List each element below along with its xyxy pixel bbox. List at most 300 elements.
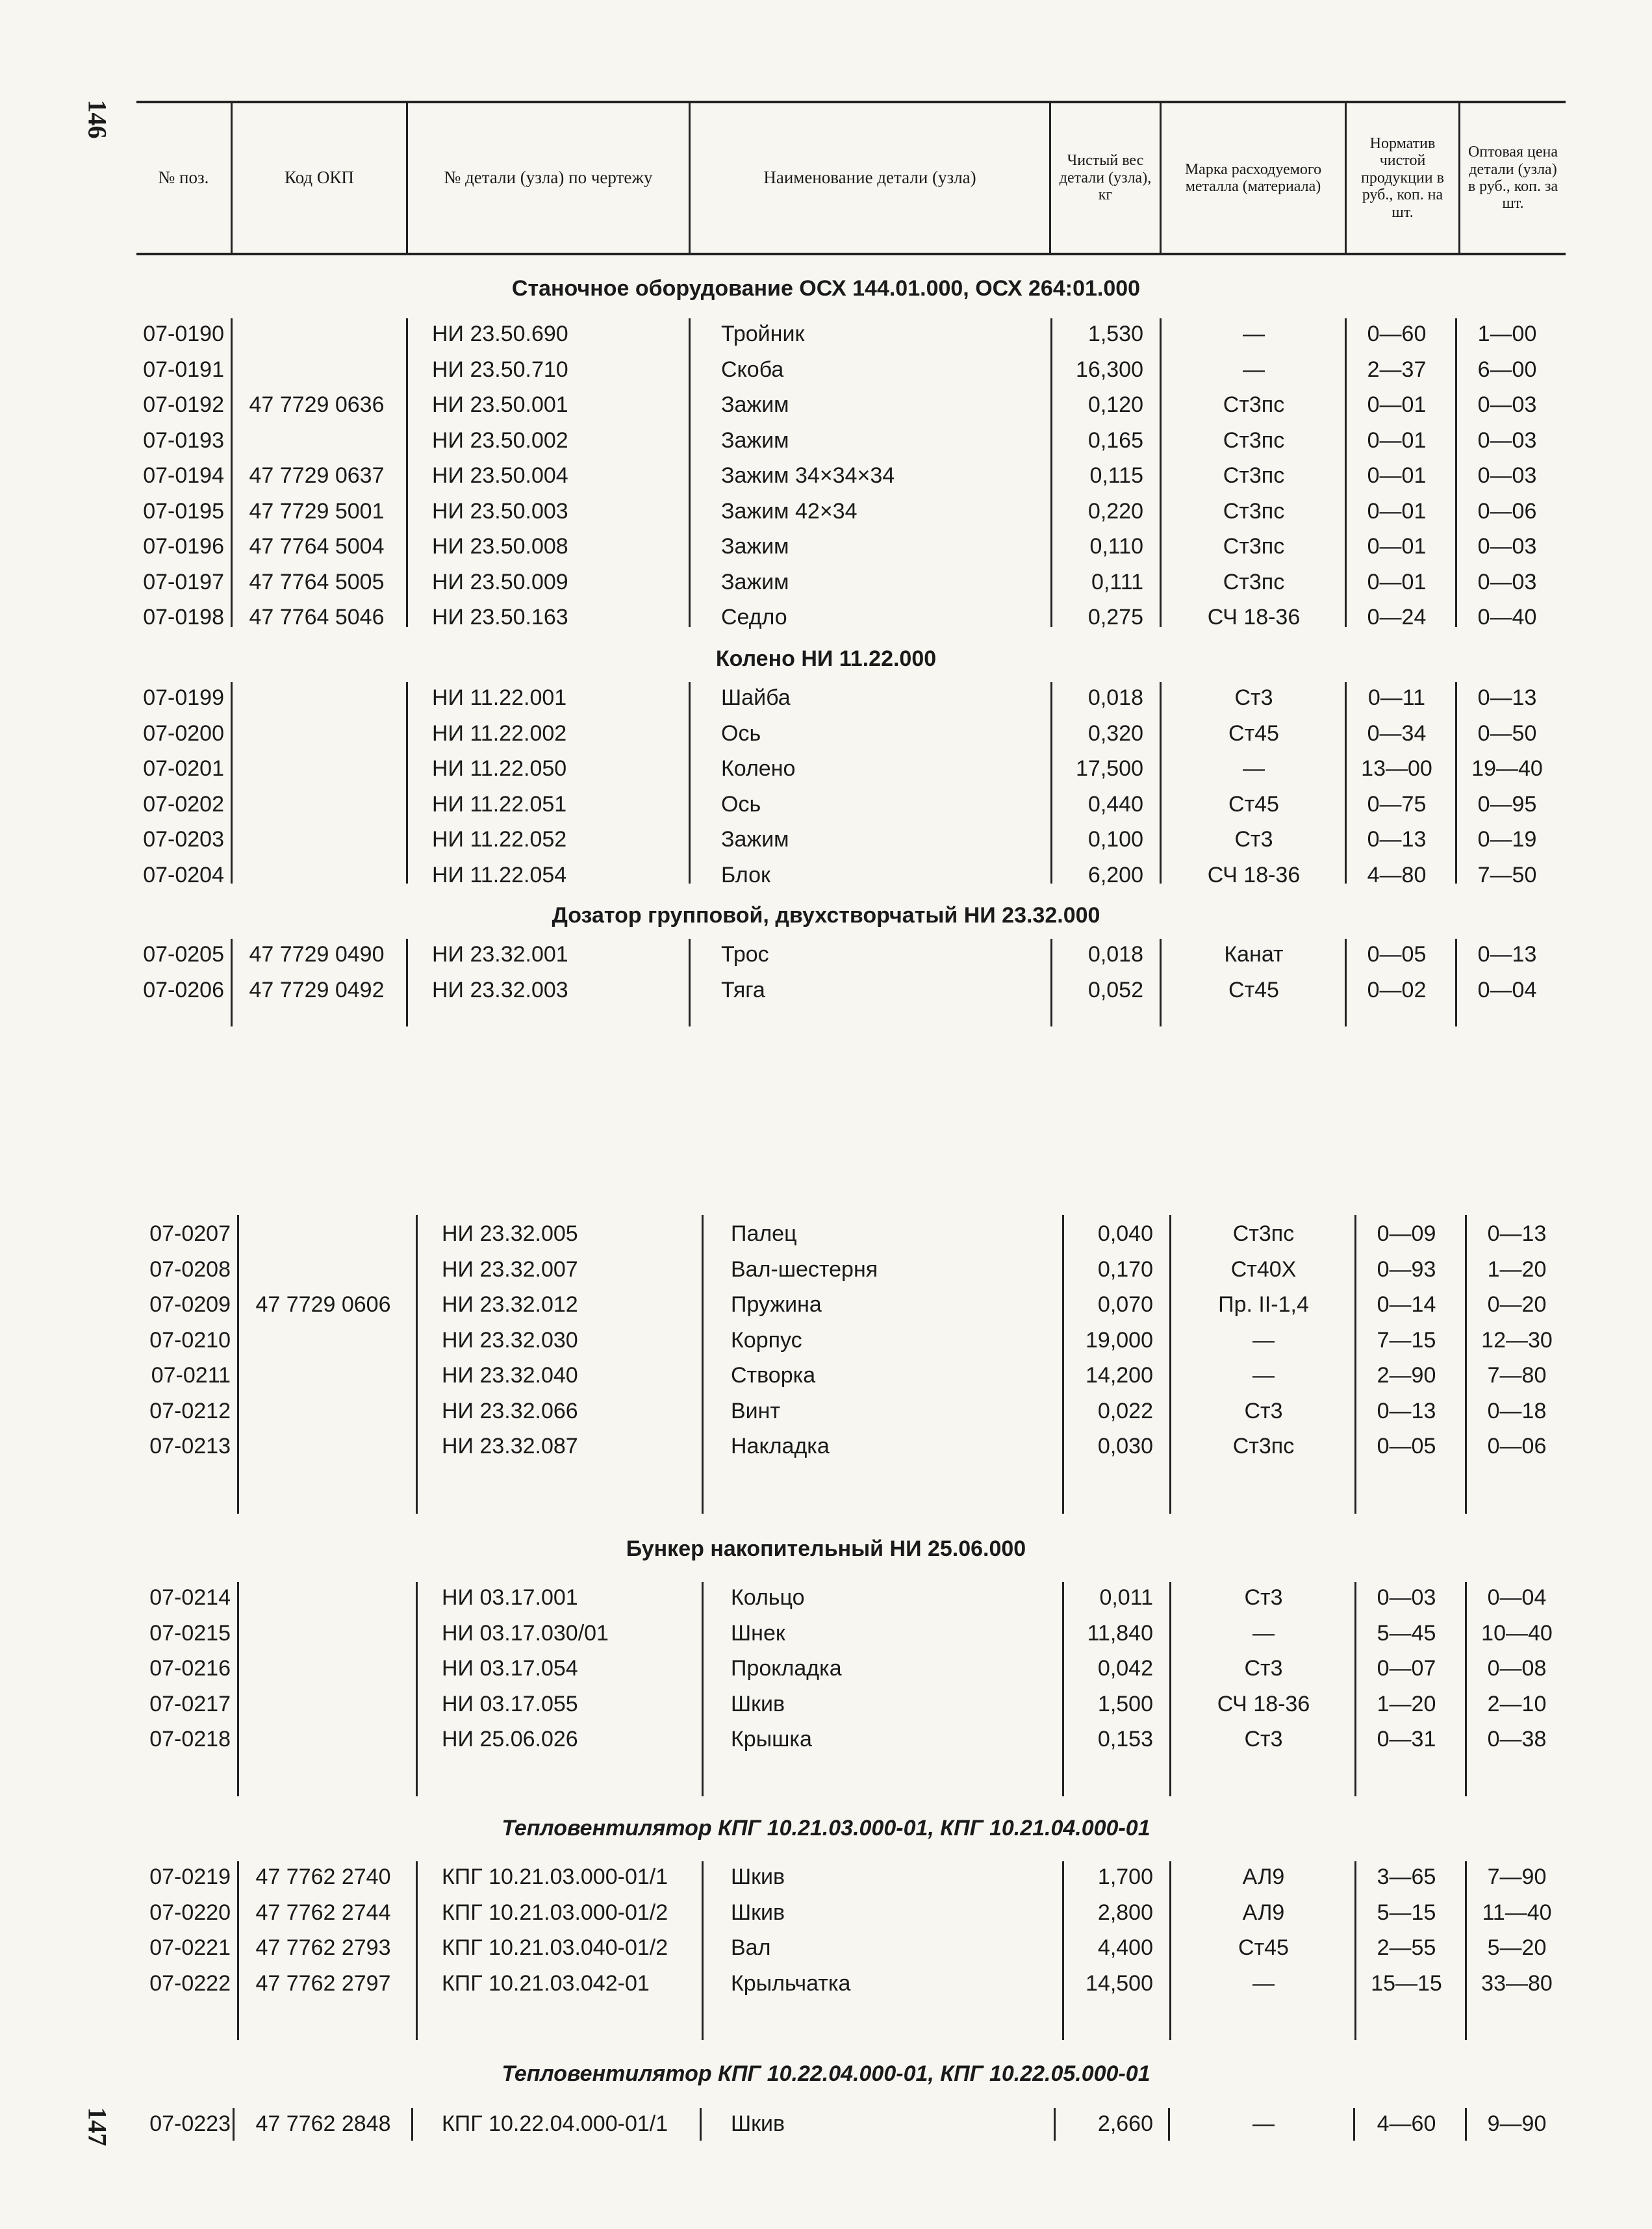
cell-material: Ст3 — [1234, 685, 1273, 710]
cell-material: СЧ 18-36 — [1207, 862, 1301, 887]
cell-pos: 07-0220 — [149, 1900, 231, 1925]
section-title: Тепловентилятор КПГ 10.22.04.000-01, КПГ 10.22.05.000-01 — [502, 2061, 1150, 2086]
cell-norm: 0—01 — [1367, 534, 1427, 559]
cell-price: 10—40 — [1481, 1620, 1553, 1646]
section-title: Колено НИ 11.22.000 — [715, 646, 937, 671]
cell-material: Ст3 — [1244, 1656, 1283, 1681]
cell-norm: 5—15 — [1377, 1900, 1436, 1925]
cell-weight: 0,111 — [1091, 569, 1143, 594]
cell-pos: 07-0197 — [143, 569, 224, 594]
table-row — [0, 499, 1652, 534]
cell-name: Прокладка — [731, 1656, 842, 1681]
cell-part: НИ 23.32.005 — [442, 1221, 578, 1246]
cell-material: Ст3пс — [1223, 427, 1285, 453]
cell-part: НИ 03.17.001 — [442, 1585, 578, 1610]
cell-price: 0—18 — [1487, 1398, 1547, 1423]
cell-norm: 13—00 — [1361, 756, 1432, 781]
cell-name: Зажим — [721, 534, 789, 559]
cell-part: НИ 23.32.066 — [442, 1398, 578, 1423]
cell-norm: 1—20 — [1377, 1691, 1436, 1716]
cell-price: 0—03 — [1477, 569, 1537, 594]
header-pos: № поз. — [158, 168, 209, 188]
section-title: Тепловентилятор КПГ 10.21.03.000-01, КПГ 10.21.04.000-01 — [502, 1816, 1150, 1841]
cell-price: 7—80 — [1487, 1363, 1547, 1388]
cell-norm: 0—09 — [1377, 1221, 1436, 1246]
table-row — [0, 605, 1652, 640]
cell-norm: 0—31 — [1377, 1727, 1436, 1751]
table-row — [0, 863, 1652, 898]
cell-price: 0—04 — [1477, 977, 1537, 1002]
cell-name: Трос — [721, 942, 769, 967]
cell-norm: 15—15 — [1371, 1970, 1442, 1996]
cell-weight: 14,500 — [1086, 1970, 1153, 1996]
cell-pos: 07-0217 — [149, 1691, 231, 1716]
cell-material: СЧ 18-36 — [1217, 1691, 1310, 1716]
cell-part: НИ 23.50.002 — [432, 427, 568, 453]
cell-norm: 2—55 — [1377, 1935, 1436, 1960]
cell-price: 0—13 — [1487, 1221, 1547, 1246]
cell-pos: 07-0207 — [149, 1221, 231, 1246]
cell-part: НИ 23.32.001 — [432, 942, 568, 967]
cell-price: 19—40 — [1471, 756, 1543, 781]
cell-okp: 47 7762 2797 — [255, 1970, 391, 1996]
cell-norm: 0—01 — [1367, 498, 1427, 524]
cell-okp: 47 7764 5005 — [249, 569, 385, 594]
cell-name: Шайба — [721, 685, 791, 710]
cell-name: Шкив — [731, 1900, 785, 1925]
table-row — [0, 1935, 1652, 1970]
cell-norm: 4—60 — [1377, 2111, 1436, 2136]
cell-norm: 0—60 — [1367, 322, 1427, 346]
cell-price: 0—13 — [1477, 942, 1537, 967]
cell-weight: 0,030 — [1097, 1434, 1153, 1458]
cell-weight: 11,840 — [1087, 1620, 1153, 1646]
table-row — [0, 1363, 1652, 1398]
cell-norm: 0—11 — [1367, 685, 1426, 710]
cell-pos: 07-0195 — [143, 498, 224, 524]
cell-material: Ст40Х — [1230, 1256, 1297, 1282]
cell-name: Колено — [721, 756, 796, 781]
cell-name: Шнек — [731, 1620, 785, 1646]
cell-part: НИ 03.17.054 — [442, 1656, 578, 1681]
cell-material: — — [1252, 1363, 1275, 1388]
cell-price: 0—06 — [1477, 498, 1537, 524]
cell-price: 7—90 — [1487, 1865, 1547, 1889]
table-row — [0, 1971, 1652, 2006]
cell-price: 7—50 — [1477, 862, 1537, 887]
cell-weight: 0,120 — [1087, 392, 1143, 417]
cell-pos: 07-0213 — [149, 1434, 231, 1458]
cell-weight: 0,153 — [1097, 1727, 1153, 1751]
cell-part: НИ 23.50.003 — [432, 498, 568, 524]
cell-name: Винт — [731, 1398, 781, 1423]
header-weight: Чистый вес детали (узла), кг — [1049, 103, 1160, 253]
table-row — [0, 756, 1652, 791]
table-row — [0, 1399, 1652, 1434]
cell-price: 0—50 — [1477, 720, 1537, 746]
header-name: Наименование детали (узла) — [689, 103, 1049, 253]
header-price: Оптовая цена детали (узла) в руб., коп. за шт. — [1458, 103, 1566, 253]
cell-material: Ст45 — [1228, 720, 1279, 746]
table-row — [0, 978, 1652, 1013]
cell-name: Зажим — [721, 427, 789, 453]
cell-norm: 0—03 — [1377, 1585, 1436, 1610]
cell-part: НИ 23.50.009 — [432, 569, 568, 594]
cell-material: АЛ9 — [1242, 1865, 1285, 1889]
cell-okp: 47 7729 0606 — [255, 1292, 391, 1317]
cell-norm: 0—93 — [1377, 1256, 1436, 1282]
header-part-no: № детали (узла) по чертежу — [406, 103, 689, 253]
table-row — [0, 463, 1652, 498]
table-row — [0, 1621, 1652, 1656]
cell-part: КПГ 10.21.03.040-01/2 — [442, 1935, 668, 1960]
cell-name: Блок — [721, 862, 770, 887]
cell-material: — — [1252, 1327, 1275, 1353]
cell-norm: 0—01 — [1367, 569, 1427, 594]
cell-part: НИ 11.22.054 — [432, 862, 567, 887]
table-row — [0, 827, 1652, 862]
cell-pos: 07-0222 — [149, 1970, 231, 1996]
cell-part: НИ 23.32.030 — [442, 1327, 578, 1353]
cell-okp: 47 7762 2740 — [255, 1865, 391, 1889]
cell-name: Крышка — [731, 1727, 812, 1751]
cell-name: Зажим 34×34×34 — [721, 463, 895, 488]
cell-weight: 0,110 — [1089, 534, 1143, 559]
cell-weight: 2,800 — [1097, 1900, 1153, 1925]
cell-part: НИ 03.17.030/01 — [442, 1620, 609, 1646]
table-row — [0, 357, 1652, 392]
cell-pos: 07-0193 — [143, 427, 224, 453]
cell-material: Ст3пс — [1223, 392, 1285, 417]
cell-material: АЛ9 — [1242, 1900, 1285, 1925]
cell-weight: 1,700 — [1097, 1865, 1153, 1889]
cell-price: 0—03 — [1477, 534, 1537, 559]
table-row — [0, 721, 1652, 756]
cell-pos: 07-0204 — [143, 862, 224, 887]
cell-name: Вал-шестерня — [731, 1256, 878, 1282]
cell-part: КПГ 10.21.03.000-01/2 — [442, 1900, 668, 1925]
cell-part: НИ 11.22.051 — [432, 791, 567, 817]
cell-price: 9—90 — [1487, 2111, 1547, 2136]
cell-weight: 2,660 — [1097, 2111, 1153, 2136]
header-norm: Норматив чистой продукции в руб., коп. на шт. — [1345, 103, 1458, 253]
cell-okp: 47 7762 2793 — [255, 1935, 391, 1960]
cell-price: 0—03 — [1477, 427, 1537, 453]
cell-name: Вал — [731, 1935, 771, 1960]
cell-weight: 4,400 — [1097, 1935, 1153, 1960]
cell-weight: 0,040 — [1097, 1221, 1153, 1246]
cell-weight: 0,018 — [1087, 942, 1143, 967]
cell-material: СЧ 18-36 — [1207, 605, 1301, 630]
cell-weight: 0,052 — [1087, 977, 1143, 1002]
cell-material: Ст3пс — [1223, 498, 1285, 524]
cell-material: — — [1252, 1620, 1275, 1646]
cell-pos: 07-0215 — [149, 1620, 231, 1646]
cell-part: НИ 23.32.003 — [432, 977, 568, 1002]
cell-pos: 07-0199 — [143, 685, 224, 710]
table-row — [0, 534, 1652, 569]
cell-name: Накладка — [731, 1434, 830, 1458]
cell-okp: 47 7729 0492 — [249, 977, 385, 1002]
cell-name: Палец — [731, 1221, 797, 1246]
cell-part: НИ 23.32.007 — [442, 1256, 578, 1282]
cell-price: 1—20 — [1487, 1256, 1547, 1282]
cell-okp: 47 7729 0490 — [249, 942, 385, 967]
cell-norm: 0—75 — [1367, 791, 1427, 817]
cell-pos: 07-0216 — [149, 1656, 231, 1681]
cell-pos: 07-0200 — [143, 720, 224, 746]
cell-name: Шкив — [731, 2111, 785, 2136]
cell-part: НИ 23.50.163 — [432, 605, 568, 630]
cell-part: НИ 23.32.012 — [442, 1292, 578, 1317]
cell-price: 0—95 — [1477, 791, 1537, 817]
cell-price: 0—08 — [1487, 1656, 1547, 1681]
cell-pos: 07-0206 — [143, 977, 224, 1002]
cell-price: 0—19 — [1477, 827, 1537, 852]
cell-norm: 0—24 — [1367, 605, 1427, 630]
cell-price: 33—80 — [1481, 1970, 1553, 1996]
cell-price: 0—40 — [1477, 605, 1537, 630]
cell-norm: 0—02 — [1367, 977, 1427, 1002]
cell-okp: 47 7764 5046 — [249, 605, 385, 630]
cell-weight: 0,042 — [1097, 1656, 1153, 1681]
table-row — [0, 1328, 1652, 1363]
table-row — [0, 428, 1652, 463]
cell-pos: 07-0203 — [143, 827, 224, 852]
cell-material: Ст3пс — [1223, 463, 1285, 488]
cell-price: 0—03 — [1477, 392, 1537, 417]
cell-weight: 19,000 — [1086, 1327, 1153, 1353]
cell-part: НИ 23.50.008 — [432, 534, 568, 559]
cell-pos: 07-0223 — [149, 2111, 231, 2136]
cell-weight: 0,165 — [1087, 427, 1143, 453]
cell-name: Крыльчатка — [731, 1970, 851, 1996]
page-number-bottom: 147 — [83, 2107, 112, 2146]
cell-weight: 1,530 — [1087, 322, 1143, 346]
table-row — [0, 1257, 1652, 1292]
cell-weight: 14,200 — [1086, 1363, 1153, 1388]
cell-part: НИ 23.50.001 — [432, 392, 568, 417]
cell-price: 11—40 — [1482, 1900, 1552, 1925]
cell-part: НИ 11.22.050 — [432, 756, 567, 781]
cell-price: 12—30 — [1481, 1327, 1553, 1353]
cell-norm: 0—07 — [1377, 1656, 1436, 1681]
cell-norm: 0—13 — [1367, 827, 1427, 852]
cell-norm: 0—01 — [1367, 463, 1427, 488]
cell-material: — — [1243, 322, 1265, 346]
cell-material: Ст3пс — [1232, 1221, 1295, 1246]
cell-okp: 47 7729 0637 — [249, 463, 385, 488]
cell-part: КПГ 10.21.03.000-01/1 — [442, 1865, 668, 1889]
cell-weight: 6,200 — [1087, 862, 1143, 887]
cell-name: Корпус — [731, 1327, 802, 1353]
table-row — [0, 322, 1652, 357]
table-row — [0, 792, 1652, 827]
cell-name: Ось — [721, 791, 761, 817]
cell-material: Ст3 — [1244, 1585, 1283, 1610]
cell-price: 1—00 — [1477, 322, 1537, 346]
cell-pos: 07-0190 — [143, 322, 224, 346]
cell-pos: 07-0219 — [149, 1865, 231, 1889]
cell-pos: 07-0202 — [143, 791, 224, 817]
cell-weight: 0,220 — [1087, 498, 1143, 524]
cell-name: Тройник — [721, 322, 805, 346]
cell-name: Скоба — [721, 357, 784, 382]
cell-pos: 07-0211 — [151, 1363, 231, 1388]
cell-part: КПГ 10.21.03.042-01 — [442, 1970, 650, 1996]
cell-price: 0—04 — [1487, 1585, 1547, 1610]
cell-pos: 07-0198 — [143, 605, 224, 630]
cell-material: Ст3пс — [1223, 569, 1285, 594]
cell-norm: 4—80 — [1367, 862, 1427, 887]
cell-name: Зажим 42×34 — [721, 498, 858, 524]
cell-norm: 2—37 — [1367, 357, 1427, 382]
cell-material: Ст3 — [1234, 827, 1273, 852]
cell-name: Зажим — [721, 392, 789, 417]
cell-weight: 0,022 — [1097, 1398, 1153, 1423]
cell-norm: 2—90 — [1377, 1363, 1436, 1388]
cell-norm: 0—01 — [1367, 392, 1427, 417]
section-title: Станочное оборудование ОСХ 144.01.000, ОСХ 264:01.000 — [511, 276, 1141, 301]
table-row — [0, 685, 1652, 720]
cell-part: НИ 11.22.052 — [432, 827, 567, 852]
cell-pos: 07-0209 — [149, 1292, 231, 1317]
cell-price: 5—20 — [1487, 1935, 1547, 1960]
cell-pos: 07-0218 — [149, 1727, 231, 1751]
cell-pos: 07-0194 — [143, 463, 224, 488]
cell-price: 0—20 — [1487, 1292, 1547, 1317]
cell-norm: 0—05 — [1367, 942, 1427, 967]
cell-name: Седло — [721, 605, 787, 630]
cell-part: НИ 03.17.055 — [442, 1691, 578, 1716]
cell-weight: 17,500 — [1076, 756, 1143, 781]
cell-norm: 0—13 — [1377, 1398, 1436, 1423]
cell-pos: 07-0208 — [149, 1256, 231, 1282]
cell-part: НИ 11.22.002 — [432, 720, 567, 746]
cell-material: — — [1243, 756, 1265, 781]
cell-weight: 0,018 — [1087, 685, 1143, 710]
cell-material: Ст45 — [1228, 791, 1279, 817]
cell-material: Ст3 — [1244, 1398, 1283, 1423]
cell-okp: 47 7764 5004 — [249, 534, 385, 559]
cell-pos: 07-0196 — [143, 534, 224, 559]
cell-pos: 07-0201 — [143, 756, 224, 781]
cell-name: Пружина — [731, 1292, 822, 1317]
cell-weight: 0,115 — [1089, 463, 1143, 488]
table-row — [0, 1656, 1652, 1691]
cell-pos: 07-0205 — [143, 942, 224, 967]
cell-name: Ось — [721, 720, 761, 746]
cell-norm: 0—34 — [1367, 720, 1427, 746]
cell-norm: 0—05 — [1377, 1434, 1436, 1458]
cell-material: — — [1252, 2111, 1275, 2136]
cell-okp: 47 7762 2848 — [255, 2111, 391, 2136]
table-row — [0, 2111, 1652, 2146]
cell-pos: 07-0191 — [143, 357, 224, 382]
cell-material: — — [1252, 1970, 1275, 1996]
table-row — [0, 1727, 1652, 1762]
cell-price: 2—10 — [1487, 1691, 1547, 1716]
cell-price: 0—03 — [1477, 463, 1537, 488]
cell-name: Шкив — [731, 1691, 785, 1716]
cell-material: Ст45 — [1228, 977, 1279, 1002]
cell-pos: 07-0210 — [149, 1327, 231, 1353]
cell-part: НИ 25.06.026 — [442, 1727, 578, 1751]
cell-name: Кольцо — [731, 1585, 805, 1610]
cell-price: 0—38 — [1487, 1727, 1547, 1751]
cell-pos: 07-0214 — [149, 1585, 231, 1610]
page-number-top: 146 — [83, 99, 112, 139]
cell-weight: 0,170 — [1097, 1256, 1153, 1282]
cell-name: Зажим — [721, 827, 789, 852]
table-row — [0, 570, 1652, 605]
cell-norm: 0—01 — [1367, 427, 1427, 453]
cell-material: Ст3пс — [1232, 1434, 1295, 1458]
header-material: Марка расходуемого металла (материала) — [1160, 103, 1345, 253]
table-row — [0, 1434, 1652, 1469]
cell-pos: 07-0221 — [149, 1935, 231, 1960]
cell-norm: 5—45 — [1377, 1620, 1436, 1646]
cell-weight: 16,300 — [1076, 357, 1143, 382]
cell-material: Канат — [1224, 942, 1284, 967]
table-row — [0, 1292, 1652, 1327]
cell-pos: 07-0212 — [149, 1398, 231, 1423]
cell-name: Зажим — [721, 569, 789, 594]
section-title: Бункер накопительный НИ 25.06.000 — [626, 1536, 1026, 1561]
cell-material: Ст3пс — [1223, 534, 1285, 559]
cell-okp: 47 7729 5001 — [249, 498, 385, 524]
cell-part: НИ 23.50.690 — [432, 322, 568, 346]
cell-price: 6—00 — [1477, 357, 1537, 382]
section-title: Дозатор групповой, двухстворчатый НИ 23.32.000 — [552, 903, 1100, 928]
cell-part: НИ 11.22.001 — [432, 685, 567, 710]
cell-material: Ст45 — [1238, 1935, 1289, 1960]
cell-part: НИ 23.50.004 — [432, 463, 568, 488]
cell-name: Тяга — [721, 977, 765, 1002]
cell-part: НИ 23.50.710 — [432, 357, 568, 382]
cell-name: Шкив — [731, 1865, 785, 1889]
cell-part: НИ 23.32.040 — [442, 1363, 578, 1388]
table-header — [136, 101, 1566, 255]
cell-part: НИ 23.32.087 — [442, 1434, 578, 1458]
cell-material: Ст3 — [1244, 1727, 1283, 1751]
table-row — [0, 1221, 1652, 1256]
cell-price: 0—06 — [1487, 1434, 1547, 1458]
cell-pos: 07-0192 — [143, 392, 224, 417]
cell-norm: 0—14 — [1377, 1292, 1436, 1317]
table-row — [0, 1865, 1652, 1900]
cell-weight: 0,100 — [1087, 827, 1143, 852]
table-row — [0, 1900, 1652, 1935]
cell-okp: 47 7762 2744 — [255, 1900, 391, 1925]
cell-price: 0—13 — [1477, 685, 1537, 710]
cell-weight: 0,440 — [1087, 791, 1143, 817]
cell-weight: 1,500 — [1097, 1691, 1153, 1716]
cell-name: Створка — [731, 1363, 816, 1388]
cell-okp: 47 7729 0636 — [249, 392, 385, 417]
table-row — [0, 1692, 1652, 1727]
cell-norm: 3—65 — [1377, 1865, 1436, 1889]
cell-weight: 0,011 — [1099, 1585, 1153, 1610]
table-row — [0, 392, 1652, 427]
cell-weight: 0,320 — [1087, 720, 1143, 746]
cell-material: Пр. II-1,4 — [1218, 1292, 1309, 1317]
cell-weight: 0,275 — [1087, 605, 1143, 630]
table-row — [0, 942, 1652, 977]
cell-weight: 0,070 — [1097, 1292, 1153, 1317]
table-row — [0, 1585, 1652, 1620]
cell-part: КПГ 10.22.04.000-01/1 — [442, 2111, 668, 2136]
